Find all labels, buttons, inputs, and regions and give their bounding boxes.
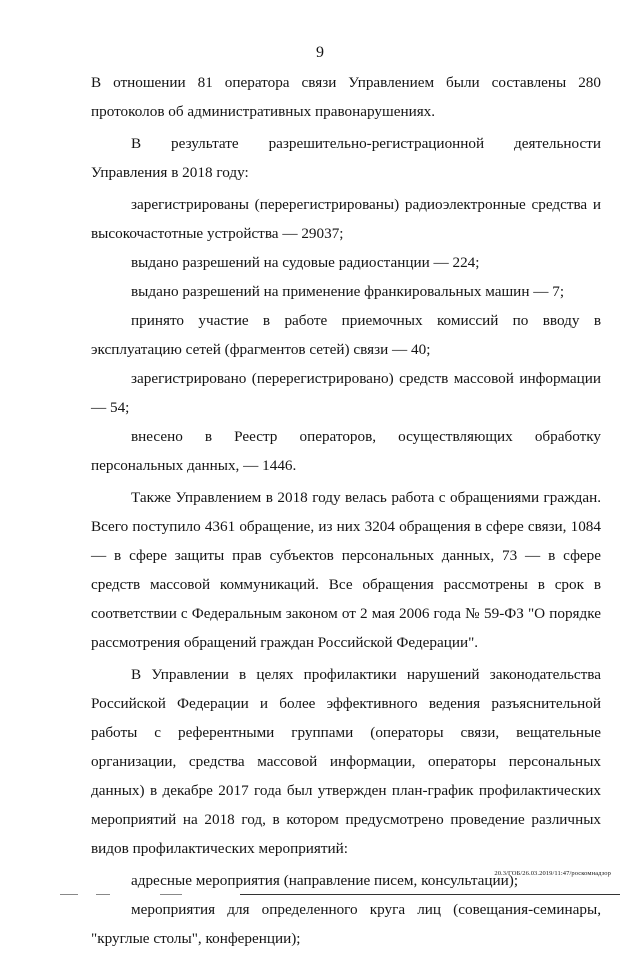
scan-artifact-line: [96, 894, 110, 895]
page-number: 9: [316, 44, 324, 61]
scan-artifact-line: [60, 894, 78, 895]
list-item-franking-machines: выдано разрешений на применение франкировальных машин — 7;: [131, 283, 565, 300]
list-item-ship-stations: выдано разрешений на судовые радиостанции — 224;: [131, 254, 480, 271]
list-item-mass-media: зарегистрировано (перерегистрировано) средств массовой информации — 54;: [91, 370, 601, 416]
paragraph-protocols: В отношении 81 оператора связи Управлением были составлены 280 протоколов об административных правонарушениях.: [91, 74, 601, 120]
paragraph-prevention-plan: В Управлении в целях профилактики нарушений законодательства Российской Федерации и более эффективного ведения разъяснительной работы с референтными группами (операторы связи, вещательные организации, средства массовой информации, операторы персональных данных) в декабре 2017 года был утвержден план-график профилактических мероприятий на 2018 год, в котором предусмотрено проведение различных видов профилактических мероприятий:: [91, 666, 601, 857]
list-item-radio-devices: зарегистрированы (перерегистрированы) радиоэлектронные средства и высокочастотные устройства — 29037;: [91, 196, 601, 242]
scan-artifact-line: [160, 894, 182, 895]
list-item-acceptance-commissions: принято участие в работе приемочных комиссий по вводу в эксплуатацию сетей (фрагментов сетей) связи — 40;: [91, 312, 601, 358]
list-item-targeted-events: адресные мероприятия (направление писем, консультации);: [131, 872, 519, 889]
footer-stamp: 20.3/ГОБ/26.03.2019/11:47/роскомнадзор: [494, 870, 611, 877]
document-body: [91, 68, 601, 953]
list-item-operators-registry: внесено в Реестр операторов, осуществляющих обработку персональных данных, — 1446.: [91, 428, 601, 474]
list-item-group-events: мероприятия для определенного круга лиц (совещания-семинары, "круглые столы", конференции);: [91, 901, 601, 947]
paragraph-citizen-appeals: Также Управлением в 2018 году велась работа с обращениями граждан. Всего поступило 4361 обращение, из них 3204 обращения в сфере связи, 1084 — в сфере защиты прав субъектов персональных данных, 73 — в сфере средств массовой коммуникаций. Все обращения рассмотрены в срок в соответствии с Федеральным законом от 2 мая 2006 года № 59-ФЗ "О порядке рассмотрения обращений граждан Российской Федерации".: [91, 489, 601, 651]
paragraph-permits-intro: В результате разрешительно-регистрационной деятельности Управления в 2018 году:: [91, 135, 601, 181]
scan-artifact-line: [240, 894, 620, 895]
